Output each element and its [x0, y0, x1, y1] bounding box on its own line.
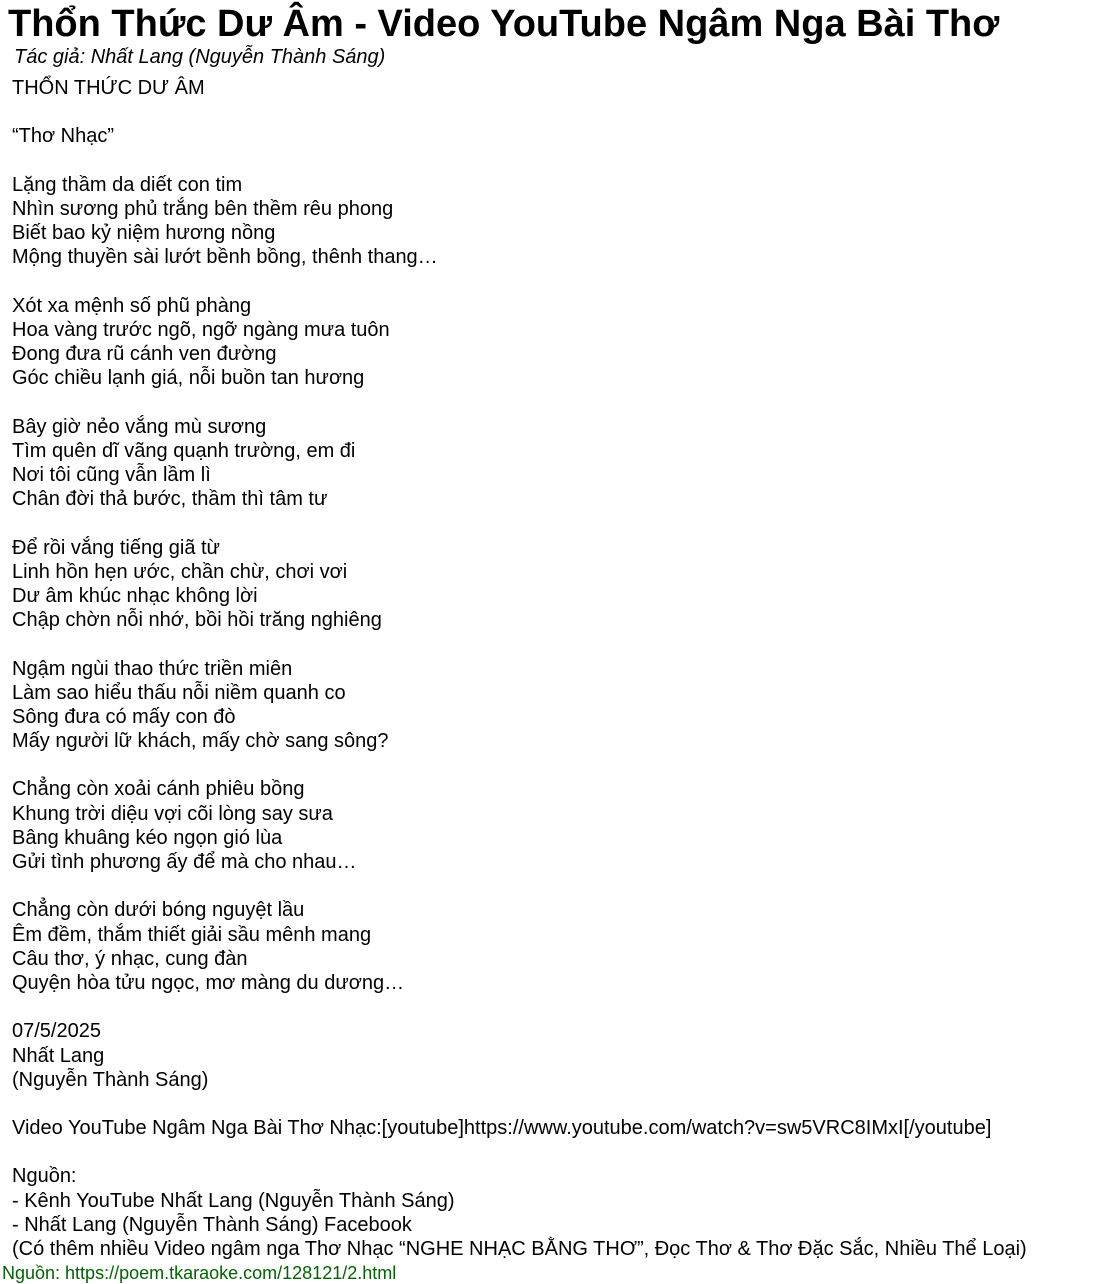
poem-line: Chẳng còn xoải cánh phiêu bồng	[12, 778, 305, 801]
sources-heading: Nguồn:	[12, 1165, 77, 1188]
signature-date: 07/5/2025	[12, 1020, 101, 1043]
source-item-youtube: - Kênh YouTube Nhất Lang (Nguyễn Thành Sáng)	[12, 1189, 455, 1212]
poem-line: Đong đưa rũ cánh ven đường	[12, 343, 277, 366]
spacer	[12, 270, 1114, 294]
poem-line: Biết bao kỷ niệm hương nồng	[12, 222, 276, 245]
footer-source-link[interactable]: https://poem.tkaraoke.com/128121/2.html	[65, 1263, 397, 1283]
poem-line: Nhìn sương phủ trắng bên thềm rêu phong	[12, 197, 394, 220]
poem-line: Mộng thuyền sài lướt bềnh bồng, thênh thang…	[12, 246, 438, 269]
spacer	[12, 874, 1114, 898]
poem-line: Khung trời diệu vợi cõi lòng say sưa	[12, 802, 333, 825]
poem-content	[12, 76, 1114, 1261]
poem-line: Gửi tình phương ấy để mà cho nhau…	[12, 851, 357, 873]
poem-line: Bây giờ nẻo vắng mù sương	[12, 415, 267, 438]
poem-line: Chân đời thả bước, thầm thì tâm tư	[12, 488, 328, 511]
video-embed-line: Video YouTube Ngâm Nga Bài Thơ Nhạc:[youtube]https://www.youtube.com/watch?v=sw5VRC8IMxI[/youtube]	[12, 1117, 992, 1140]
poem-line: Quyện hòa tửu ngọc, mơ màng du dương…	[12, 971, 405, 994]
poem-line: Ngậm ngùi thao thức triền miên	[12, 657, 293, 680]
poem-line: Lặng thầm da diết con tim	[12, 173, 243, 196]
poem-line: Nơi tôi cũng vẫn lầm lì	[12, 464, 211, 486]
spacer	[12, 390, 1114, 414]
poem-line: Câu thơ, ý nhạc, cung đàn	[12, 947, 248, 970]
spacer	[12, 1140, 1114, 1164]
poem-line: Xót xa mệnh số phũ phàng	[12, 294, 252, 317]
spacer	[12, 100, 1114, 124]
poem-line: Sông đưa có mấy con đò	[12, 705, 236, 728]
footer-label: Nguồn:	[2, 1263, 66, 1283]
poem-line: Chập chờn nỗi nhớ, bồi hồi trăng nghiêng	[12, 609, 382, 632]
spacer	[12, 753, 1114, 777]
spacer	[12, 632, 1114, 656]
author-byline: Tác giả: Nhất Lang (Nguyễn Thành Sáng)	[14, 46, 386, 68]
signature-pen-name: Nhất Lang	[12, 1044, 105, 1067]
spacer	[12, 149, 1114, 173]
poem-line: Làm sao hiểu thấu nỗi niềm quanh co	[12, 681, 346, 704]
source-item-facebook: - Nhất Lang (Nguyễn Thành Sáng) Facebook	[12, 1213, 412, 1236]
poem-line: Chẳng còn dưới bóng nguyệt lầu	[12, 899, 305, 922]
poem-heading: THỔN THỨC DƯ ÂM	[12, 77, 205, 99]
poem-line: Bâng khuâng kéo ngọn gió lùa	[12, 826, 283, 849]
signature-real-name: (Nguyễn Thành Sáng)	[12, 1068, 209, 1091]
poem-line: Linh hồn hẹn ước, chần chừ, chơi vơi	[12, 560, 348, 583]
poem-line: Để rồi vắng tiếng giã từ	[12, 536, 220, 559]
poem-line: Mấy người lữ khách, mấy chờ sang sông?	[12, 730, 389, 753]
page-title: Thổn Thức Dư Âm - Video YouTube Ngâm Nga Bài Thơ	[8, 3, 1000, 45]
spacer	[12, 1092, 1114, 1116]
poem-line: Tìm quên dĩ vãng quạnh trường, em đi	[12, 439, 356, 462]
poem-line: Dư âm khúc nhạc không lời	[12, 584, 258, 607]
poem-line: Êm đềm, thắm thiết giải sầu mênh mang	[12, 923, 372, 946]
spacer	[12, 511, 1114, 535]
poem-subtitle: “Thơ Nhạc”	[12, 125, 115, 148]
poem-line: Hoa vàng trước ngõ, ngỡ ngàng mưa tuôn	[12, 318, 390, 341]
spacer	[12, 995, 1114, 1019]
poem-line: Góc chiều lạnh giá, nỗi buồn tan hương	[12, 367, 365, 390]
source-footer	[2, 1262, 396, 1284]
source-note: (Có thêm nhiều Video ngâm nga Thơ Nhạc “NGHE NHẠC BẰNG THƠ”, Đọc Thơ & Thơ Đặc Sắc, Nhiều Thể Loại)	[12, 1238, 1027, 1260]
